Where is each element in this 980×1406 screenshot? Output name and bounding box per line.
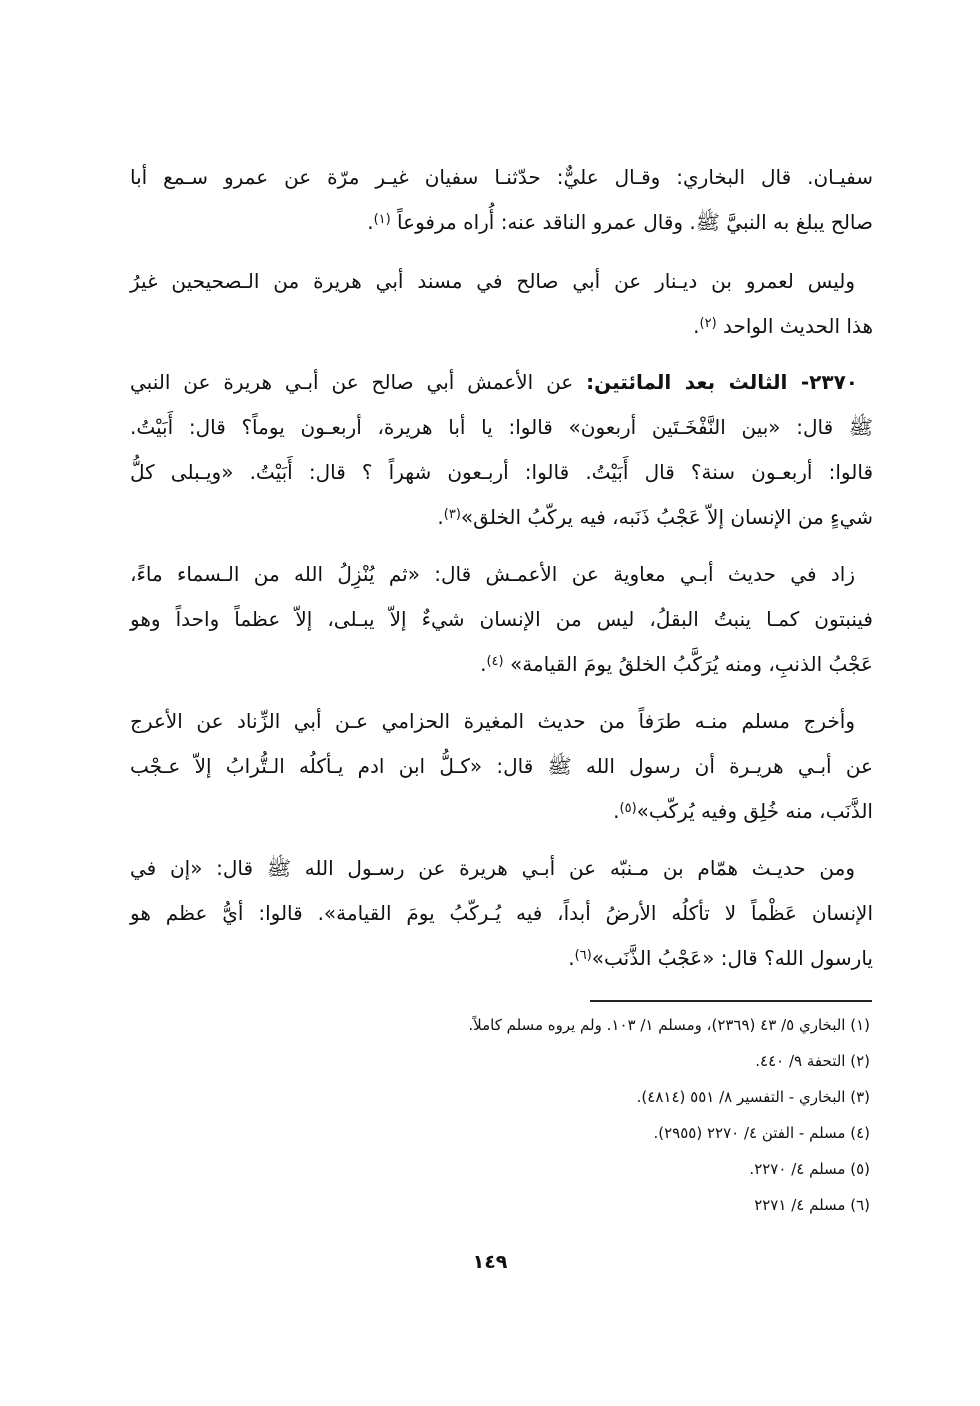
footnote: (١) البخاري ٥/ ٤٣ (٢٣٦٩)، ومسلم ١/ ١٠٣. ولم يروه مسلم كاملاً. — [468, 1016, 870, 1034]
text-line — [130, 936, 873, 981]
line-end: . — [367, 210, 374, 234]
line-end: . — [568, 946, 575, 970]
line-text: الذَّنَب، منه خُلِق وفيه يُركّب» — [636, 799, 873, 823]
text-line: وليس لعمرو بن ديـنار عن أبي صالح في مسند أبي هريرة من الـصحيحين غيرُ — [130, 269, 855, 293]
text-line: ومن حديـث همّام بن مـنبّه عن أبـي هريرة عن رسـول الله ﷺ قال: «إن في — [130, 856, 855, 880]
footnote-ref: (٣) — [443, 507, 461, 522]
footnotes — [300, 1007, 870, 1223]
text-line — [130, 642, 873, 687]
line-text: شيءٍ من الإنسان إلاّ عَجْبُ ذَنَبه، فيه يركّبُ الخلق» — [460, 505, 873, 529]
footnote: (٣) البخاري - التفسير ٨/ ٥٥١ (٤٨١٤). — [636, 1088, 870, 1106]
text-line: زاد في حديث أبـي معاوية عن الأعمـش قال: «ثم يُنْزِلُ الله من الـسماء ماءً، — [130, 562, 855, 586]
text-line — [130, 789, 873, 834]
text-line: الإنسان عَظْماً لا تأكلُه الأرضُ أبداً، فيه يُـركّبُ يومَ القيامة». قالوا: أيُّ عظم هو — [130, 901, 873, 925]
text-line — [130, 304, 873, 349]
line-end: . — [480, 652, 487, 676]
paragraph — [130, 846, 873, 981]
footnote-ref: (١) — [373, 212, 391, 227]
footnote: (٢) التحفة ٩/ ٤٤٠. — [755, 1052, 870, 1070]
footnote: (٥) مسلم ٤/ ٢٢٧٠. — [749, 1160, 870, 1178]
footnote-ref: (٢) — [699, 316, 717, 331]
line-text: هذا الحديث الواحد — [716, 314, 873, 338]
footnote: (٦) مسلم ٤/ ٢٢٧١ — [754, 1196, 870, 1214]
footnote-ref: (٦) — [574, 948, 592, 963]
line-text: صالح يبلغ به النبيَّ ﷺ. وقال عمرو الناقد عنه: أُراه مرفوعاً — [390, 210, 873, 234]
line-end: . — [613, 799, 620, 823]
footnote: (٤) مسلم - الفتن ٤/ ٢٢٧٠ (٢٩٥٥). — [653, 1124, 870, 1142]
text-line: وأخرج مسلم منـه طرَفاً من حديث المغيرة الحزامي عـن أبي الزِّناد عن الأعرج — [130, 709, 855, 733]
text-line: فينبتون كمـا ينبتُ البقلُ، ليس من الإنسان شيءٌ إلاّ يبـلى، إلاّ عظماً واحداً وهو — [130, 607, 873, 631]
footnote-ref: (٤) — [486, 654, 504, 669]
paragraph — [130, 360, 873, 540]
text-line — [130, 360, 873, 405]
line-text: عن الأعمش أبي صالح عن أبـي هريرة عن النبي — [130, 370, 587, 394]
text-line: سفيـان. قال البخاري: وقـال عليٌّ: حدّثنـا سفيان غيـر مرّة عن عمرو سـمع أبا — [130, 165, 873, 189]
hadith-heading: ٢٣٧٠- الثالث بعد المائتين: — [586, 370, 858, 394]
text-line — [130, 495, 873, 540]
text-line: عن أبـي هريـرة أن رسول الله ﷺ قال: «كـلُّ ابن ادم يـأكلُه الـتُّرابُ إلاّ عـجْب — [130, 754, 873, 778]
text-line — [130, 200, 873, 245]
footnote-ref: (٥) — [619, 801, 637, 816]
paragraph — [130, 155, 873, 245]
line-end: . — [437, 505, 444, 529]
line-end: . — [693, 314, 700, 338]
line-text: عَجْبُ الذنبِ، ومنه يُرَكَّبُ الخلقُ يومَ القيامة» — [503, 652, 873, 676]
text-line: قالوا: أربعـون سنة؟ قال أَبَيْتُ. قالوا: أربـعون شهراً ؟ قال: أَبَيْتُ. «ويـبلى كلُّ — [130, 460, 873, 484]
page-number: ١٤٩ — [472, 1251, 508, 1273]
paragraph — [130, 259, 873, 349]
text-line: ﷺ قال: «بين النَّفْخَـتَين أربعون» قالوا: يا أبا هريرة، أربعـون يوماً؟ قال: أَبَيْتُ. — [130, 415, 873, 439]
line-text: يارسول الله؟ قال: «عَجْبُ الذَّنَب» — [591, 946, 873, 970]
paragraph — [130, 552, 873, 687]
paragraph — [130, 699, 873, 834]
footnote-separator — [590, 1000, 872, 1002]
